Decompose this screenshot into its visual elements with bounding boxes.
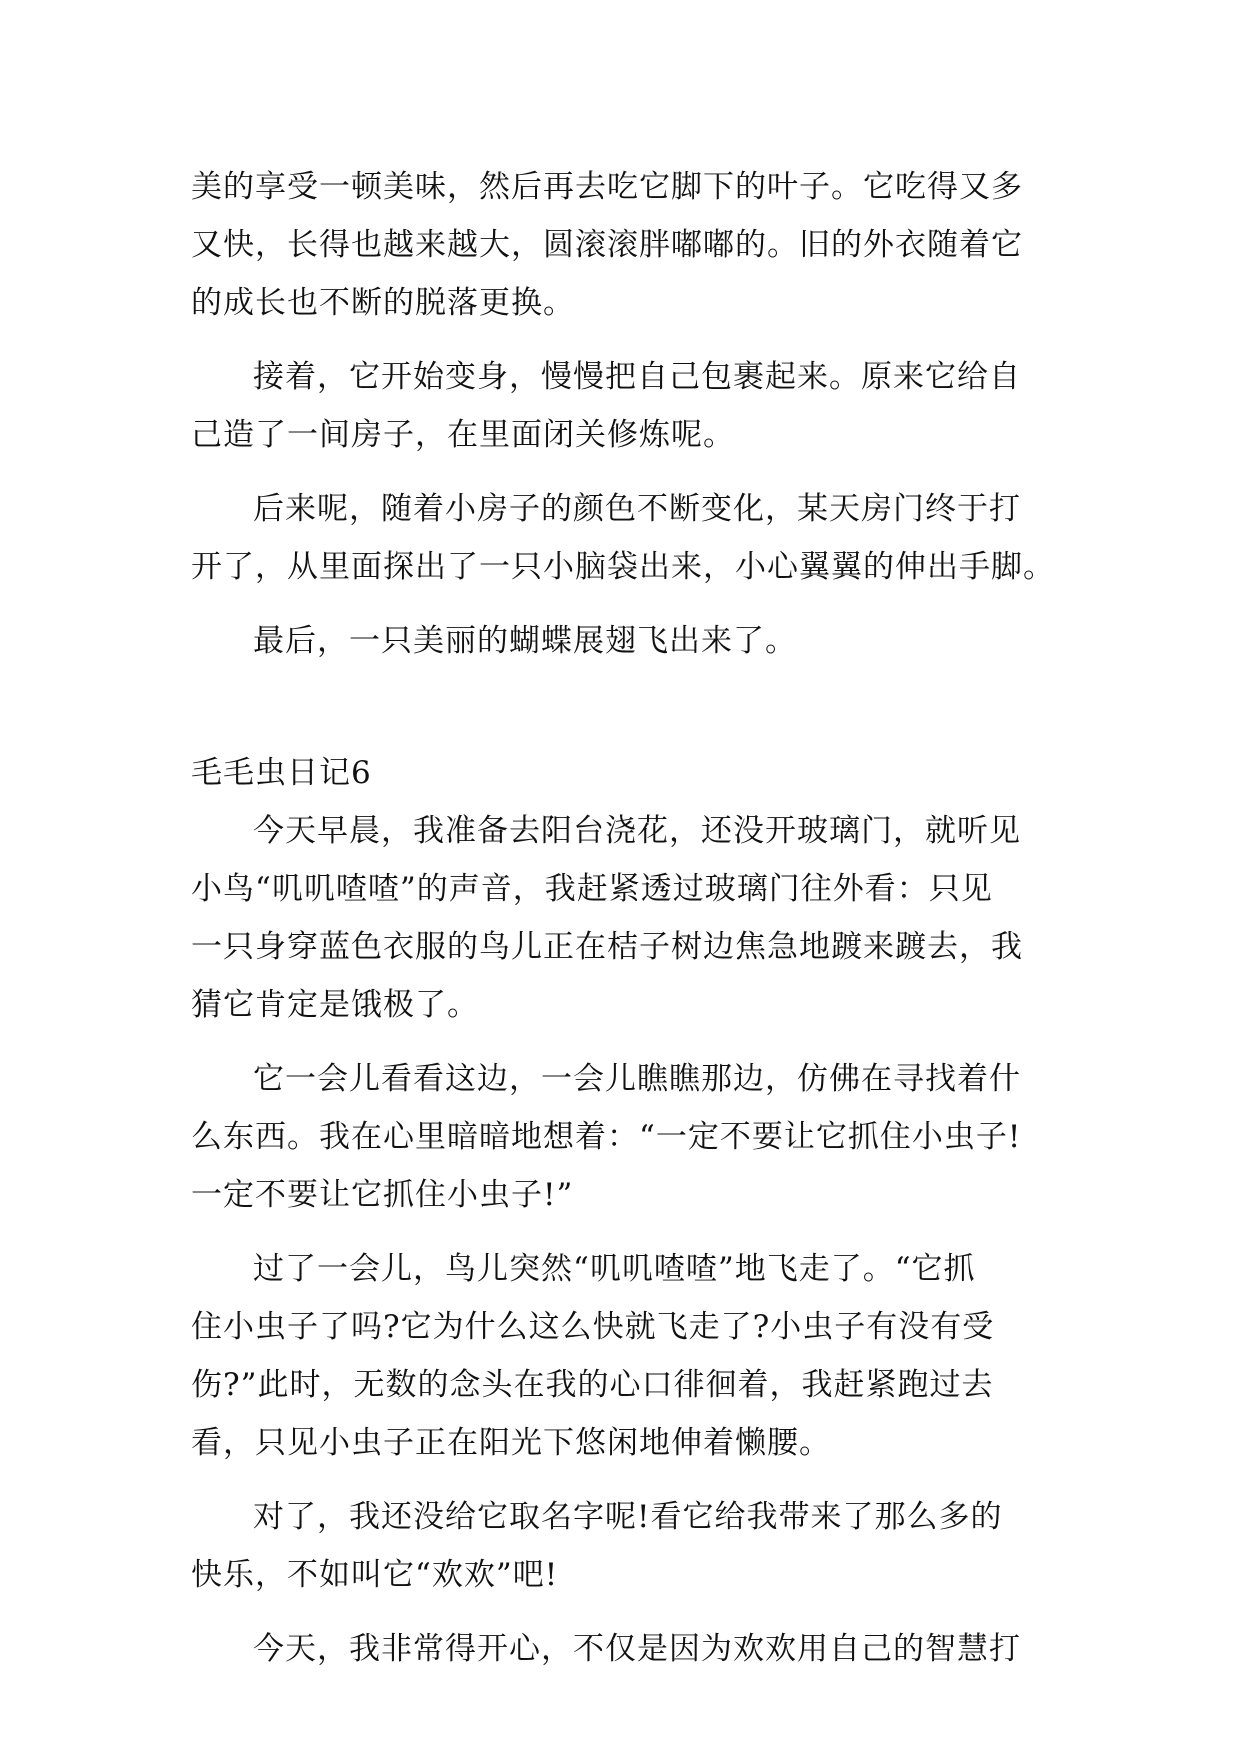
text-line: 后来呢，随着小房子的颜色不断变化，某天房门终于打	[253, 491, 1021, 527]
paragraph	[191, 480, 1059, 596]
text-line: 今天，我非常得开心，不仅是因为欢欢用自己的智慧打	[253, 1631, 1021, 1667]
paragraph	[191, 1488, 1059, 1604]
text-line: 接着，它开始变身，慢慢把自己包裹起来。原来它给自	[253, 359, 1021, 395]
text-line: 快乐，不如叫它“欢欢”吧!	[191, 1557, 559, 1593]
text-line: 过了一会儿，鸟儿突然“叽叽喳喳”地飞走了。“它抓	[253, 1251, 976, 1287]
text-line: 么东西。我在心里暗暗地想着：“一定不要让它抓住小虫子!	[191, 1119, 1022, 1155]
paragraph	[191, 158, 1059, 332]
text-line: 今天早晨，我准备去阳台浇花，还没开玻璃门，就听见	[253, 813, 1021, 849]
text-line: 又快，长得也越来越大，圆滚滚胖嘟嘟的。旧的外衣随着它	[191, 227, 1023, 263]
text-line: 开了，从里面探出了一只小脑袋出来，小心翼翼的伸出手脚。	[191, 549, 1055, 585]
paragraph	[191, 1240, 1059, 1472]
text-line: 伤?”此时，无数的念头在我的心口徘徊着，我赶紧跑过去	[191, 1367, 994, 1403]
text-line: 小鸟“叽叽喳喳”的声音，我赶紧透过玻璃门往外看：只见	[191, 871, 993, 907]
paragraph	[191, 348, 1059, 464]
text-line: 最后，一只美丽的蝴蝶展翅飞出来了。	[253, 623, 797, 659]
text-line: 一定不要让它抓住小虫子!”	[191, 1177, 574, 1213]
paragraph	[191, 1050, 1059, 1224]
text-line: 的成长也不断的脱落更换。	[191, 285, 575, 321]
paragraph	[191, 612, 1059, 670]
document-body	[191, 158, 1059, 1678]
paragraph	[191, 1620, 1059, 1678]
text-line: 对了，我还没给它取名字呢!看它给我带来了那么多的	[253, 1499, 1003, 1535]
text-line: 己造了一间房子，在里面闭关修炼呢。	[191, 417, 735, 453]
text-line: 猜它肯定是饿极了。	[191, 987, 479, 1023]
text-line: 看，只见小虫子正在阳光下悠闲地伸着懒腰。	[191, 1425, 831, 1461]
section-title: 毛毛虫日记6	[191, 755, 372, 791]
text-line: 它一会儿看看这边，一会儿瞧瞧那边，仿佛在寻找着什	[253, 1061, 1021, 1097]
paragraph	[191, 802, 1059, 1034]
text-line: 一只身穿蓝色衣服的鸟儿正在桔子树边焦急地踱来踱去，我	[191, 929, 1023, 965]
text-line: 住小虫子了吗?它为什么这么快就飞走了?小虫子有没有受	[191, 1309, 995, 1345]
text-line: 美的享受一顿美味，然后再去吃它脚下的叶子。它吃得又多	[191, 169, 1023, 205]
